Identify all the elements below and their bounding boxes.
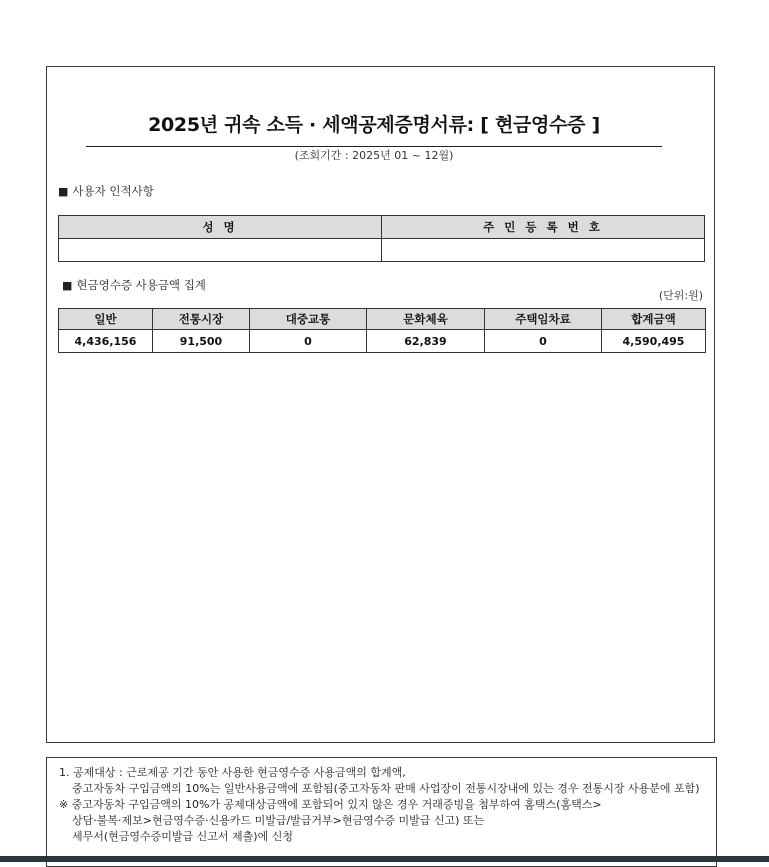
notes-box: [46, 757, 717, 867]
user-info-table: [58, 215, 705, 262]
housing-rent-amount: 0: [485, 330, 602, 353]
table-row: [59, 330, 706, 353]
culture-sports-amount: 62,839: [367, 330, 485, 353]
user-info-heading-text: 사용자 인적사항: [72, 184, 154, 198]
square-bullet-icon: ■: [58, 185, 69, 198]
note-line: 1. 공제대상 : 근로제공 기간 동안 사용한 현금영수증 사용금액의 합계액,: [59, 766, 406, 779]
public-transport-amount: 0: [250, 330, 367, 353]
unit-label: (단위:원): [658, 289, 703, 302]
amount-summary-heading: [62, 277, 206, 294]
public-transport-header: 대중교통: [250, 309, 367, 330]
note-line: 상담·불복·제보>현금영수증·신용카드 미발급/발급거부>현금영수증 미발급 신고) 또는: [72, 814, 485, 827]
traditional-market-amount: 91,500: [153, 330, 250, 353]
general-header: 일반: [59, 309, 153, 330]
housing-rent-header: 주택임차료: [485, 309, 602, 330]
table-row: [59, 239, 705, 262]
table-header-row: [59, 216, 705, 239]
total-amount: 4,590,495: [602, 330, 706, 353]
culture-sports-header: 문화체육: [367, 309, 485, 330]
note-line: 중고자동차 구입금액의 10%는 일반사용금액에 포함됨(중고자동차 판매 사업장이 전통시장내에 있는 경우 전통시장 사용분에 포함): [72, 782, 700, 795]
name-cell: [59, 239, 382, 262]
title-divider: [86, 146, 662, 147]
note-line: ※ 중고자동차 구입금액의 10%가 공제대상금액에 포함되어 있지 않은 경우 거래증빙을 첨부하여 홈택스(홈택스>: [59, 798, 602, 811]
amount-summary-heading-text: 현금영수증 사용금액 집계: [76, 278, 206, 292]
table-header-row: [59, 309, 706, 330]
traditional-market-header: 전통시장: [153, 309, 250, 330]
amount-summary-table: [58, 308, 706, 353]
name-header: 성 명: [59, 216, 382, 239]
resident-number-header: 주 민 등 록 번 호: [382, 216, 705, 239]
resident-number-cell: [382, 239, 705, 262]
bottom-bar: [0, 856, 769, 862]
total-amount-header: 합계금액: [602, 309, 706, 330]
inquiry-period: (조회기간 : 2025년 01 ~ 12월): [294, 149, 454, 162]
user-info-heading: [58, 183, 154, 200]
note-line: 세무서(현금영수증미발급 신고서 제출)에 신청: [72, 830, 293, 843]
square-bullet-icon: ■: [62, 279, 73, 292]
document-title: 2025년 귀속 소득 · 세액공제증명서류: [ 현금영수증 ]: [148, 114, 600, 136]
general-amount: 4,436,156: [59, 330, 153, 353]
document-frame: [46, 66, 715, 743]
